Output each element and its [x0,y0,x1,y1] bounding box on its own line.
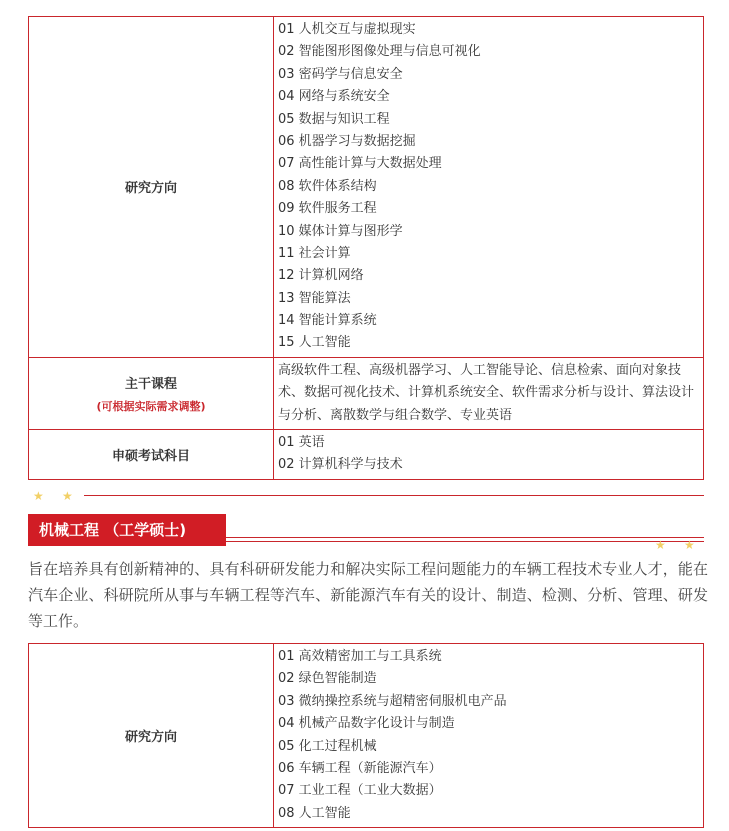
divider-line [226,541,704,542]
list-item: 01 英语 [278,435,325,451]
table-row-exam [29,430,704,480]
list-item: 08 人工智能 [278,805,351,821]
list-item: 06 机器学习与数据挖掘 [278,133,416,149]
research-list [274,644,704,828]
list-item: 13 智能算法 [278,290,351,306]
list-item: 02 智能图形图像处理与信息可视化 [278,44,481,60]
courses-label-cell [29,357,274,429]
research-label: 研究方向 [29,644,274,828]
star-icon: ★ [62,489,73,503]
courses-label: 主干课程 [124,376,177,392]
list-item: 10 媒体计算与图形学 [278,223,403,239]
list-item: 04 机械产品数字化设计与制造 [278,716,455,732]
list-item: 14 智能计算系统 [278,313,377,329]
list-item: 02 计算机科学与技术 [278,457,403,473]
list-item: 05 化工过程机械 [278,738,377,754]
list-item: 06 车辆工程（新能源汽车） [278,760,442,776]
list-item: 07 工业工程（工业大数据） [278,783,442,799]
list-item: 04 网络与系统安全 [278,89,390,105]
star-icon: ★ [33,489,44,503]
divider-line [84,495,704,496]
courses-note: (可根据实际需求调整) [96,399,206,413]
list-item: 07 高性能计算与大数据处理 [278,156,442,172]
table-row-courses [29,357,704,429]
divider-line [226,537,704,538]
list-item: 01 高效精密加工与工具系统 [278,649,442,664]
table-row-research [29,17,704,358]
list-item: 11 社会计算 [278,245,351,261]
star-icon: ★ [655,538,666,552]
research-list [274,17,704,358]
program-table-cs [28,16,704,480]
research-label: 研究方向 [29,17,274,358]
star-icon: ★ [684,538,695,552]
section-intro: 旨在培养具有创新精神的、具有科研研发能力和解决实际工程问题能力的车辆工程技术专业人才，能在汽车企业、科研院所从事与车辆工程等汽车、新能源汽车有关的设计、制造、检测、分析、管理、研发等工作。 [28,560,708,630]
exam-list [274,430,704,480]
list-item: 02 绿色智能制造 [278,671,377,687]
list-item: 03 微纳操控系统与超精密伺服机电产品 [278,693,507,709]
list-item: 03 密码学与信息安全 [278,66,403,82]
program-table-mech [28,643,704,828]
list-item: 15 人工智能 [278,335,351,351]
exam-label: 申硕考试科目 [29,430,274,480]
list-item: 08 软件体系结构 [278,178,377,194]
list-item: 01 人机交互与虚拟现实 [278,22,416,37]
table-row-research [29,644,704,828]
list-item: 12 计算机网络 [278,268,364,284]
section-title: 机械工程 （工学硕士) [28,514,226,546]
list-item: 05 数据与知识工程 [278,111,390,127]
list-item: 09 软件服务工程 [278,201,377,217]
courses-text: 高级软件工程、高级机器学习、人工智能导论、信息检索、面向对象技术、数据可视化技术、计算机系统安全、软件需求分析与设计、算法设计与分析、离散数学与组合数学、专业英语 [274,357,704,429]
